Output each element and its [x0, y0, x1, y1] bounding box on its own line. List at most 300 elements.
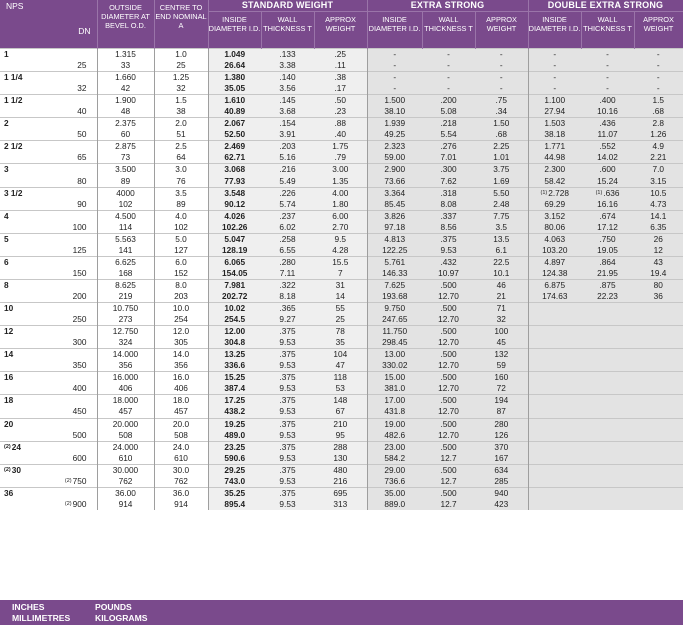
dn-cell	[0, 337, 97, 349]
xxs-approx-weight-cell	[634, 464, 683, 476]
xs-wall-thickness-value: 12.70	[438, 360, 459, 371]
xs-approx-weight-cell	[475, 314, 528, 326]
xxs-wall-thickness-value: .436	[599, 118, 616, 129]
od-cell: 406	[97, 383, 154, 395]
table-row	[0, 395, 683, 407]
xxs-inside-diameter-cell	[528, 164, 581, 176]
xxs-wall-thickness-cell	[581, 349, 634, 361]
std-wall-thickness-value: .226	[279, 187, 296, 198]
xs-wall-thickness-cell	[422, 129, 475, 141]
std-approx-weight-value: .25	[334, 49, 347, 60]
std-inside-diameter-value: 102.26	[222, 221, 248, 232]
std-approx-weight-value: 6.00	[332, 210, 349, 221]
std-wall-thickness-cell	[261, 453, 314, 465]
std-wall-thickness-value: .365	[279, 303, 296, 314]
weight-unit-imperial: POUNDS	[95, 602, 132, 612]
std-approx-weight-cell	[314, 222, 367, 234]
table-row	[0, 268, 683, 280]
xs-approx-weight-value: 194	[494, 395, 509, 406]
centre-to-end-cell: 12.0	[154, 326, 208, 338]
xxs-inside-diameter-value: 38.18	[544, 129, 566, 140]
std-wall-thickness-value: 5.16	[279, 152, 296, 163]
nps-value: 5	[4, 233, 9, 244]
std-inside-diameter-cell	[208, 176, 261, 188]
std-wall-thickness-cell	[261, 360, 314, 372]
xs-approx-weight-cell	[475, 395, 528, 407]
xxs-approx-weight-value: 1.5	[652, 95, 665, 106]
xxs-inside-diameter-cell	[528, 268, 581, 280]
xs-wall-thickness-value: 5.08	[440, 106, 457, 117]
std-wall-thickness-value: .280	[279, 256, 296, 267]
footnote-marker: (1)	[595, 189, 603, 196]
xxs-inside-diameter-value: 103.20	[542, 244, 568, 255]
table-row	[0, 49, 683, 61]
std-inside-diameter-cell	[208, 303, 261, 315]
od-cell: 4000	[97, 187, 154, 199]
xs-approx-weight-cell	[475, 268, 528, 280]
xs-approx-weight-value: 280	[494, 418, 509, 429]
xs-inside-diameter-cell	[367, 49, 422, 61]
xxs-inside-diameter-cell	[528, 453, 581, 465]
xs-inside-diameter-value: 38.10	[384, 106, 406, 117]
xxs-inside-diameter-cell	[528, 176, 581, 188]
nps-cell	[0, 49, 97, 61]
xxs-inside-diameter-value: 1.503	[544, 118, 566, 129]
xs-inside-diameter-value: 4.813	[384, 233, 406, 244]
xxs-wall-thickness-cell	[581, 141, 634, 153]
centre-to-end-cell: 3.5	[154, 187, 208, 199]
xxs-inside-diameter-cell	[528, 60, 581, 72]
od-cell: 1.660	[97, 72, 154, 84]
xs-inside-diameter-value: 247.65	[382, 314, 408, 325]
std-inside-diameter-value: 23.25	[224, 441, 246, 452]
std-wall-thickness-cell	[261, 95, 314, 107]
nps-value: 20	[4, 418, 14, 429]
xs-approx-weight-value: 2.48	[493, 198, 510, 209]
xxs-wall-thickness-cell	[581, 106, 634, 118]
table-row	[0, 453, 683, 465]
xxs-approx-weight-cell	[634, 476, 683, 488]
xs-approx-weight-value: 72	[496, 383, 506, 394]
std-wall-thickness-cell	[261, 210, 314, 222]
xxs-inside-diameter-value: 69.29	[544, 198, 566, 209]
centre-to-end-cell: 406	[154, 383, 208, 395]
xxs-wall-thickness-value: .674	[599, 210, 616, 221]
footnote-marker: (2)	[64, 477, 72, 484]
xs-approx-weight-value: 160	[494, 372, 509, 383]
dn-value: 125	[72, 244, 87, 255]
xs-approx-weight-value: 5.50	[493, 187, 510, 198]
std-wall-thickness-value: 5.49	[279, 175, 296, 186]
std-wall-thickness-cell	[261, 233, 314, 245]
std-inside-diameter-value: 2.067	[224, 118, 246, 129]
std-wall-thickness-value: 3.38	[279, 60, 296, 71]
xs-approx-weight-cell	[475, 430, 528, 442]
xxs-approx-weight-cell	[634, 430, 683, 442]
std-wall-thickness-value: .375	[279, 487, 296, 498]
std-approx-weight-cell	[314, 383, 367, 395]
xs-approx-weight-value: 1.01	[493, 152, 510, 163]
xs-inside-diameter-cell	[367, 222, 422, 234]
xxs-approx-weight-value: 10.5	[650, 187, 667, 198]
nps-value: 3 1/2	[4, 187, 23, 198]
std-inside-diameter-cell	[208, 430, 261, 442]
xs-approx-weight-value: 1.69	[493, 175, 510, 186]
std-wall-thickness-header: WALL THICKNESS T	[261, 12, 314, 49]
xs-wall-thickness-value: .500	[440, 464, 457, 475]
std-wall-thickness-cell	[261, 199, 314, 211]
std-approx-weight-value: 216	[333, 475, 348, 486]
footnote-marker: (2)	[4, 466, 11, 473]
xxs-inside-diameter-cell	[528, 245, 581, 257]
std-approx-weight-value: 14	[335, 291, 345, 301]
std-inside-diameter-value: 3.068	[224, 164, 246, 175]
std-wall-thickness-cell	[261, 291, 314, 303]
centre-to-end-cell: 1.5	[154, 95, 208, 107]
xxs-wall-thickness-value: 10.16	[597, 106, 618, 117]
dn-value: 450	[72, 406, 87, 417]
od-cell: 219	[97, 291, 154, 303]
std-inside-diameter-cell	[208, 83, 261, 95]
xs-approx-weight-value: 167	[494, 452, 509, 463]
std-approx-weight-cell	[314, 499, 367, 510]
std-inside-diameter-value: 3.548	[224, 187, 246, 198]
std-inside-diameter-value: 13.25	[224, 349, 246, 360]
std-inside-diameter-value: 336.6	[224, 360, 246, 371]
xxs-approx-weight-cell	[634, 337, 683, 349]
xs-wall-thickness-value: 12.70	[438, 406, 459, 417]
std-inside-diameter-value: 154.05	[222, 267, 248, 278]
dn-value: 500	[72, 429, 87, 440]
od-cell: 36.00	[97, 487, 154, 499]
xxs-inside-diameter-cell	[528, 141, 581, 153]
std-inside-diameter-value: 304.8	[224, 337, 246, 348]
centre-to-end-cell: 10.0	[154, 303, 208, 315]
xxs-approx-weight-cell	[634, 279, 683, 291]
xs-inside-diameter-cell	[367, 499, 422, 510]
xs-wall-thickness-cell	[422, 453, 475, 465]
xs-approx-weight-value: 1.50	[493, 118, 510, 129]
dn-value: 50	[77, 129, 87, 140]
xs-inside-diameter-cell	[367, 118, 422, 130]
xxs-approx-weight-cell	[634, 199, 683, 211]
xs-inside-diameter-value: 146.33	[382, 267, 408, 278]
xxs-inside-diameter-value: -	[553, 72, 557, 83]
xs-approx-weight-cell	[475, 303, 528, 315]
std-approx-weight-cell	[314, 187, 367, 199]
std-approx-weight-value: 1.80	[332, 198, 349, 209]
std-inside-diameter-value: 438.2	[224, 406, 246, 417]
xxs-wall-thickness-value: .636	[603, 187, 620, 198]
xxs-wall-thickness-value: 19.05	[597, 244, 618, 255]
od-cell: 168	[97, 268, 154, 280]
std-wall-thickness-value: 5.74	[279, 198, 296, 209]
od-header: OUTSIDE DIAMETER AT BEVEL O.D.	[97, 0, 154, 49]
od-cell: 42	[97, 83, 154, 95]
xs-inside-diameter-cell	[367, 129, 422, 141]
std-wall-thickness-cell	[261, 60, 314, 72]
xxs-wall-thickness-cell	[581, 95, 634, 107]
xs-approx-weight-value: 22.5	[493, 256, 510, 267]
xs-wall-thickness-value: 12.70	[438, 429, 459, 440]
std-wall-thickness-value: 9.27	[279, 314, 296, 325]
xs-inside-diameter-value: 23.00	[384, 441, 406, 452]
std-wall-thickness-value: .375	[279, 464, 296, 475]
centre-to-end-cell: 356	[154, 360, 208, 372]
od-cell: 3.500	[97, 164, 154, 176]
nps-value: 30	[11, 464, 21, 475]
od-cell: 48	[97, 106, 154, 118]
std-wall-thickness-cell	[261, 476, 314, 488]
xxs-inside-diameter-value: -	[553, 49, 557, 60]
nps-value: 14	[4, 349, 14, 360]
std-inside-diameter-cell	[208, 49, 261, 61]
xs-inside-diameter-cell	[367, 487, 422, 499]
dn-cell	[0, 268, 97, 280]
dn-value: 300	[72, 337, 87, 348]
std-inside-diameter-cell	[208, 118, 261, 130]
nps-cell	[0, 418, 97, 430]
centre-to-end-cell: 3.0	[154, 164, 208, 176]
xs-wall-thickness-cell	[422, 279, 475, 291]
xs-approx-weight-cell	[475, 233, 528, 245]
xxs-wall-thickness-value: -	[606, 83, 609, 94]
xxs-inside-diameter-cell	[528, 118, 581, 130]
nps-value: 1 1/2	[4, 95, 23, 106]
xs-inside-diameter-cell	[367, 291, 422, 303]
xs-approx-weight-header: APPROX WEIGHT	[475, 12, 528, 49]
xxs-inside-diameter-value: 3.152	[544, 210, 566, 221]
table-row	[0, 187, 683, 199]
std-approx-weight-value: 55	[335, 303, 345, 314]
std-approx-weight-cell	[314, 199, 367, 211]
xs-wall-thickness-value: .500	[440, 303, 457, 314]
std-wall-thickness-cell	[261, 176, 314, 188]
xs-inside-diameter-value: 9.750	[384, 303, 406, 314]
xs-wall-thickness-value: 12.70	[438, 291, 459, 301]
xs-wall-thickness-value: .500	[440, 441, 457, 452]
std-wall-thickness-value: .216	[279, 164, 296, 175]
xs-wall-thickness-value: .318	[440, 187, 457, 198]
nps-cell	[0, 210, 97, 222]
nps-cell	[0, 95, 97, 107]
nps-cell	[0, 464, 97, 476]
xs-approx-weight-cell	[475, 256, 528, 268]
xxs-wall-thickness-cell	[581, 210, 634, 222]
std-wall-thickness-value: .258	[279, 233, 296, 244]
std-inside-diameter-cell	[208, 499, 261, 510]
xs-inside-diameter-cell	[367, 233, 422, 245]
std-wall-thickness-value: 3.91	[279, 129, 296, 140]
centre-to-end-cell: 152	[154, 268, 208, 280]
xs-wall-thickness-value: .500	[440, 326, 457, 337]
footnote-marker: (1)	[540, 189, 548, 196]
xs-approx-weight-value: 3.75	[493, 164, 510, 175]
centre-to-end-cell: 2.0	[154, 118, 208, 130]
xxs-approx-weight-cell	[634, 383, 683, 395]
xs-inside-diameter-value: 736.6	[384, 475, 406, 486]
std-approx-weight-value: 3.00	[332, 164, 349, 175]
centre-to-end-cell: 64	[154, 152, 208, 164]
xs-inside-diameter-value: 59.00	[384, 152, 406, 163]
xs-inside-diameter-value: 330.02	[382, 360, 408, 371]
xs-inside-diameter-cell	[367, 349, 422, 361]
od-cell: 5.563	[97, 233, 154, 245]
xxs-inside-diameter-value: 27.94	[544, 106, 566, 117]
xs-approx-weight-cell	[475, 372, 528, 384]
std-wall-thickness-cell	[261, 406, 314, 418]
std-approx-weight-value: 78	[335, 326, 345, 337]
table-row	[0, 279, 683, 291]
xs-wall-thickness-cell	[422, 60, 475, 72]
std-approx-weight-cell	[314, 476, 367, 488]
xxs-approx-weight-cell	[634, 95, 683, 107]
xs-approx-weight-value: 100	[494, 326, 509, 337]
centre-to-end-cell: 36.0	[154, 487, 208, 499]
xxs-approx-weight-cell	[634, 245, 683, 257]
xs-approx-weight-cell	[475, 464, 528, 476]
std-approx-weight-value: 1.35	[332, 175, 349, 186]
xs-wall-thickness-cell	[422, 326, 475, 338]
xxs-inside-diameter-value: 6.875	[544, 279, 566, 290]
xs-approx-weight-cell	[475, 245, 528, 257]
centre-to-end-cell: 25	[154, 60, 208, 72]
nps-cell	[0, 164, 97, 176]
xxs-wall-thickness-cell	[581, 60, 634, 72]
centre-to-end-cell: 102	[154, 222, 208, 234]
std-wall-thickness-value: 9.53	[279, 498, 296, 509]
std-wall-thickness-value: 6.55	[279, 244, 296, 255]
nps-value: 10	[4, 303, 14, 314]
xxs-inside-diameter-cell	[528, 406, 581, 418]
std-wall-thickness-value: .140	[279, 72, 296, 83]
xxs-wall-thickness-value: 16.16	[597, 198, 618, 209]
xs-inside-diameter-cell	[367, 464, 422, 476]
xs-inside-diameter-value: 19.00	[384, 418, 406, 429]
xxs-wall-thickness-cell	[581, 326, 634, 338]
table-row	[0, 199, 683, 211]
std-wall-thickness-value: .145	[279, 95, 296, 106]
nps-value: 3	[4, 164, 9, 175]
xs-inside-diameter-value: 97.18	[384, 221, 406, 232]
centre-to-end-cell: 32	[154, 83, 208, 95]
xxs-approx-weight-cell	[634, 326, 683, 338]
dn-cell	[0, 129, 97, 141]
xs-approx-weight-cell	[475, 60, 528, 72]
dn-cell	[0, 152, 97, 164]
std-approx-weight-cell	[314, 95, 367, 107]
std-wall-thickness-value: 9.53	[279, 406, 296, 417]
xxs-inside-diameter-cell	[528, 72, 581, 84]
std-approx-weight-cell	[314, 360, 367, 372]
std-approx-weight-cell	[314, 326, 367, 338]
centre-to-end-cell: 457	[154, 406, 208, 418]
table-body	[0, 49, 683, 510]
xs-approx-weight-value: 10.1	[493, 267, 510, 278]
std-inside-diameter-cell	[208, 233, 261, 245]
xxs-wall-thickness-value: 11.07	[597, 129, 618, 140]
xxs-approx-weight-header: APPROX WEIGHT	[634, 12, 683, 49]
std-inside-diameter-cell	[208, 72, 261, 84]
od-cell: 610	[97, 453, 154, 465]
xxs-inside-diameter-cell	[528, 360, 581, 372]
od-cell: 18.000	[97, 395, 154, 407]
std-inside-diameter-cell	[208, 106, 261, 118]
std-inside-diameter-value: 5.047	[224, 233, 246, 244]
xs-approx-weight-cell	[475, 83, 528, 95]
xxs-inside-diameter-cell	[528, 395, 581, 407]
centre-to-end-cell: 76	[154, 176, 208, 188]
std-wall-thickness-cell	[261, 279, 314, 291]
xxs-wall-thickness-value: .600	[599, 164, 616, 175]
std-wall-thickness-cell	[261, 129, 314, 141]
xxs-inside-diameter-cell	[528, 233, 581, 245]
xxs-inside-diameter-cell	[528, 372, 581, 384]
xxs-inside-diameter-value: 1.100	[544, 95, 566, 106]
od-cell: 8.625	[97, 279, 154, 291]
centre-to-end-cell: 16.0	[154, 372, 208, 384]
od-cell: 141	[97, 245, 154, 257]
xxs-wall-thickness-cell	[581, 245, 634, 257]
xs-wall-thickness-value: .200	[440, 95, 457, 106]
table-row	[0, 314, 683, 326]
xs-wall-thickness-cell	[422, 118, 475, 130]
xxs-wall-thickness-cell	[581, 303, 634, 315]
std-wall-thickness-value: .322	[279, 279, 296, 290]
xs-inside-diameter-cell	[367, 268, 422, 280]
xs-wall-thickness-header: WALL THICKNESS T	[422, 12, 475, 49]
std-approx-weight-cell	[314, 164, 367, 176]
xxs-approx-weight-cell	[634, 129, 683, 141]
std-approx-weight-value: 4.28	[332, 244, 349, 255]
std-approx-weight-value: .40	[334, 129, 347, 140]
table-row	[0, 83, 683, 95]
xs-approx-weight-value: 634	[494, 464, 509, 475]
xs-inside-diameter-value: 193.68	[382, 291, 408, 301]
xs-inside-diameter-value: 15.00	[384, 372, 406, 383]
std-inside-diameter-value: 19.25	[224, 418, 246, 429]
table-row	[0, 176, 683, 188]
xs-inside-diameter-value: -	[393, 72, 397, 83]
xs-wall-thickness-cell	[422, 430, 475, 442]
std-inside-diameter-value: 52.50	[224, 129, 246, 140]
std-wall-thickness-cell	[261, 152, 314, 164]
std-approx-weight-value: .88	[334, 118, 347, 129]
std-approx-weight-value: 47	[335, 360, 345, 371]
xxs-wall-thickness-cell	[581, 476, 634, 488]
table-row	[0, 118, 683, 130]
std-wall-thickness-cell	[261, 268, 314, 280]
std-wall-thickness-cell	[261, 222, 314, 234]
xxs-wall-thickness-value: .864	[599, 256, 616, 267]
centre-to-end-cell: 1.25	[154, 72, 208, 84]
xs-inside-diameter-cell	[367, 453, 422, 465]
xs-inside-diameter-cell	[367, 395, 422, 407]
xxs-inside-diameter-cell	[528, 129, 581, 141]
xxs-wall-thickness-cell	[581, 279, 634, 291]
xxs-wall-thickness-cell	[581, 199, 634, 211]
std-approx-weight-value: 480	[333, 464, 348, 475]
xxs-approx-weight-cell	[634, 60, 683, 72]
std-approx-weight-value: 1.75	[332, 141, 349, 152]
xs-wall-thickness-value: .500	[440, 372, 457, 383]
nps-value: 1	[4, 49, 9, 60]
xs-inside-diameter-value: 298.45	[382, 337, 408, 348]
dn-cell	[0, 476, 97, 488]
std-approx-weight-value: 148	[333, 395, 348, 406]
std-inside-diameter-value: 17.25	[224, 395, 246, 406]
table-row	[0, 95, 683, 107]
